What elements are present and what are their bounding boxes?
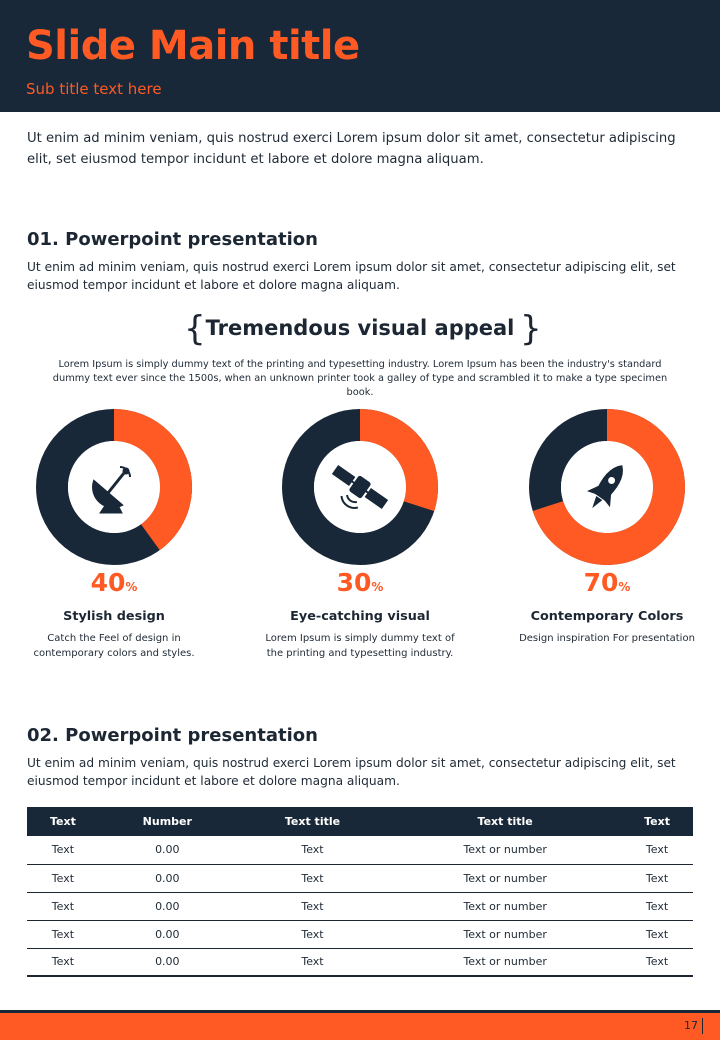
intro-paragraph: Ut enim ad minim veniam, quis nostrud exerci Lorem ipsum dolor sit amet, consectetur adipiscing elit, set eiusmod tempor incidunt et labore et dolore magna aliquam. (27, 131, 676, 167)
appeal-description: Lorem Ipsum is simply dummy text of the printing and typesetting industry. Lorem Ipsum has been the industry's standard dummy text ever since the 1500s, when an unknown printer took a galley of type and scrambled it to make a type specimen book. (52, 359, 668, 398)
right-brace: } (520, 309, 542, 349)
slide-title: Slide Main title (26, 23, 360, 69)
footer-bar (0, 1013, 720, 1040)
donut-chart-2 (280, 407, 440, 567)
section2-title: 02. Powerpoint presentation (27, 725, 318, 746)
page-number: 17 (684, 1018, 703, 1034)
table-header-row (27, 807, 693, 836)
section1-title: 01. Powerpoint presentation (27, 229, 318, 250)
table-cell: Text (27, 864, 99, 892)
table-cell: Text (236, 892, 389, 920)
table-cell: Text (27, 948, 99, 976)
table-row (27, 864, 693, 892)
table-cell: Text (621, 920, 693, 948)
table-row (27, 836, 693, 864)
donut-3-description: Design inspiration For presentation (519, 633, 695, 644)
donut-2-description: Lorem Ipsum is simply dummy text of the printing and typesetting industry. (265, 633, 455, 659)
table-cell: Text (621, 864, 693, 892)
data-table (27, 807, 693, 977)
table-header-cell: Text title (389, 807, 621, 836)
donut-1-percent: 40% (90, 568, 138, 597)
donut-1-title: Stylish design (63, 609, 165, 624)
donut-3-title: Contemporary Colors (530, 609, 684, 624)
table-header-cell: Number (99, 807, 236, 836)
table-cell: Text (236, 864, 389, 892)
table-cell: Text (621, 836, 693, 864)
table-header-cell: Text title (236, 807, 389, 836)
table-cell: 0.00 (99, 864, 236, 892)
table-cell: Text or number (389, 948, 621, 976)
slide-subtitle: Sub title text here (26, 80, 162, 98)
table-cell: Text (621, 892, 693, 920)
donut-1-description: Catch the Feel of design in contemporary colors and styles. (33, 633, 195, 659)
table-row (27, 920, 693, 948)
donut-3-percent: 70% (583, 568, 631, 597)
appeal-heading (0, 311, 720, 351)
table-cell: Text (621, 948, 693, 976)
table-cell: Text or number (389, 864, 621, 892)
donut-2-percent: 30% (336, 568, 384, 597)
table-cell: 0.00 (99, 836, 236, 864)
table-header-cell: Text (621, 807, 693, 836)
table-cell: 0.00 (99, 892, 236, 920)
table-cell: Text or number (389, 920, 621, 948)
table-cell: 0.00 (99, 948, 236, 976)
section1-text: Ut enim ad minim veniam, quis nostrud exerci Lorem ipsum dolor sit amet, consectetur adipiscing elit, set eiusmod tempor incidunt et labore et dolore magna aliquam. (27, 260, 676, 292)
table-header-cell: Text (27, 807, 99, 836)
table-cell: Text (236, 948, 389, 976)
donut-2-title: Eye-catching visual (290, 609, 430, 624)
left-brace: { (184, 309, 206, 349)
table-cell: 0.00 (99, 920, 236, 948)
table-row (27, 892, 693, 920)
table-cell: Text (27, 836, 99, 864)
donut-chart-1 (34, 407, 194, 567)
table-cell: Text or number (389, 892, 621, 920)
table-cell: Text (27, 920, 99, 948)
table-row (27, 948, 693, 976)
section2-text: Ut enim ad minim veniam, quis nostrud exerci Lorem ipsum dolor sit amet, consectetur adipiscing elit, set eiusmod tempor incidunt et labore et dolore magna aliquam. (27, 756, 676, 788)
table-cell: Text or number (389, 836, 621, 864)
table-cell: Text (27, 892, 99, 920)
table-cell: Text (236, 836, 389, 864)
appeal-title: Tremendous visual appeal (205, 316, 515, 340)
table-cell: Text (236, 920, 389, 948)
donut-chart-3 (527, 407, 687, 567)
